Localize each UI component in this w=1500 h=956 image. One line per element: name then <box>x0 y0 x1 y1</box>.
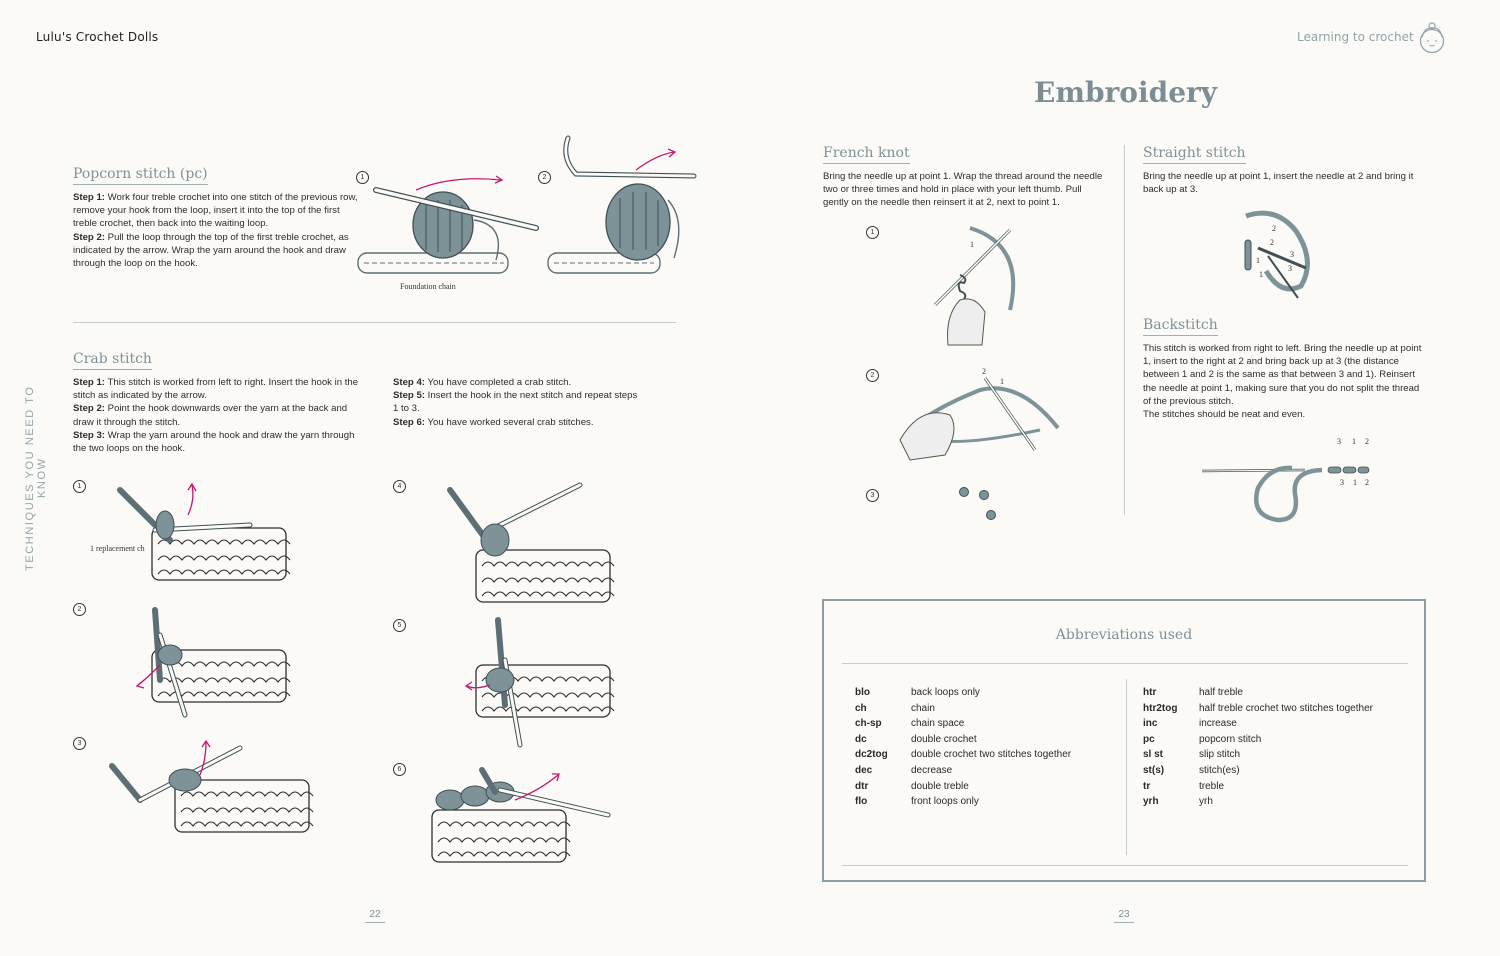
chapter-title: Learning to crochet <box>1297 30 1414 44</box>
abbreviation-code: pc <box>1143 733 1155 745</box>
popcorn-stitch-diagram <box>356 150 701 280</box>
crab-steps-col1 <box>73 376 363 455</box>
crab-diagram-2 <box>137 610 290 715</box>
abbreviation-code: yrh <box>1143 796 1159 808</box>
crab-step-text: Insert the hook in the next stitch and repeat steps 1 to 3. <box>393 390 638 415</box>
page-title: Embroidery <box>1034 76 1218 109</box>
abbreviations-rule-top <box>842 663 1408 664</box>
abbreviation-row <box>1143 779 1373 795</box>
backstitch-top-label: 3 <box>1337 437 1341 446</box>
abbreviation-desc: yrh <box>1199 796 1213 808</box>
crab-steps-col2 <box>393 376 643 429</box>
popcorn-diagram-1 <box>358 176 536 273</box>
crab-step-text: You have worked several crab stitches. <box>425 416 594 428</box>
crab-step-label: Step 3: <box>73 429 105 441</box>
crab-diagram-number: 2 <box>73 603 86 616</box>
abbreviation-row <box>855 701 1071 717</box>
abbreviation-desc: stitch(es) <box>1199 764 1240 776</box>
french-knot-point-label: 2 <box>982 367 986 376</box>
straight-point-label: 3 <box>1290 250 1294 259</box>
crab-diagram-3 <box>112 741 313 832</box>
crab-diagram-1 <box>120 484 290 580</box>
crab-diagram-number: 4 <box>393 480 406 493</box>
french-knot-point-label: 1 <box>1000 377 1004 386</box>
abbreviation-desc: double treble <box>911 780 969 792</box>
abbreviation-row <box>1143 747 1373 763</box>
abbreviation-row <box>855 685 1071 701</box>
abbreviations-box <box>822 599 1426 882</box>
popcorn-diagram-number: 2 <box>538 171 551 184</box>
backstitch-bottom-label: 2 <box>1365 478 1369 487</box>
popcorn-step2-label: Step 2: <box>73 231 105 243</box>
doll-face-icon <box>1417 22 1447 56</box>
abbreviation-row <box>855 763 1071 779</box>
abbreviation-row <box>1143 794 1373 810</box>
straight-stitch-text: Bring the needle up at point 1, insert the needle at 2 and bring it back up at 3. <box>1143 171 1414 196</box>
abbreviation-desc: half treble <box>1199 687 1243 698</box>
abbreviation-code: sl st <box>1143 749 1164 761</box>
abbreviation-desc: half treble crochet two stitches together <box>1199 702 1373 714</box>
popcorn-instructions <box>73 191 359 270</box>
abbreviation-code: blo <box>855 687 870 698</box>
abbreviations-right-list <box>1143 685 1373 810</box>
straight-stitch-diagram <box>1236 206 1326 306</box>
backstitch-text: This stitch is worked from right to left. Bring the needle up at point 1, insert to the right at 2 and bring back up at 3 (the distance between 1 and 2 is the same as that between 3 and 1). Reinsert the needle at point 1, making sure that you do not split the thread of the previous stitch. <box>1143 343 1422 407</box>
section-divider <box>73 322 676 323</box>
abbreviation-desc: slip stitch <box>1199 749 1241 761</box>
abbreviation-desc: chain space <box>911 718 965 730</box>
abbreviation-code: inc <box>1143 718 1158 730</box>
crab-stitch-heading: Crab stitch <box>73 351 152 370</box>
straight-point-label: 1 <box>1259 270 1263 279</box>
backstitch-top-label: 2 <box>1365 437 1369 446</box>
crab-step-text: This stitch is worked from left to right. Insert the hook in the stitch as indicated by the arrow. <box>73 377 359 402</box>
crab-step-text: You have completed a crab stitch. <box>425 377 572 388</box>
abbreviation-row <box>855 732 1071 748</box>
abbreviation-row <box>1143 685 1373 701</box>
abbreviation-row <box>1143 732 1373 748</box>
abbreviation-row <box>855 794 1071 810</box>
crab-diagram-5 <box>466 620 614 745</box>
abbreviation-desc: chain <box>911 702 935 714</box>
popcorn-step1-label: Step 1: <box>73 192 105 203</box>
abbreviation-row <box>855 779 1071 795</box>
abbreviation-code: htr2tog <box>1143 702 1178 714</box>
crab-diagram-4 <box>450 485 614 602</box>
crab-diagram-number: 5 <box>393 619 406 632</box>
abbreviation-desc: treble <box>1199 780 1225 792</box>
french-knot-diagram-number: 3 <box>866 489 879 502</box>
abbreviation-code: dc <box>855 733 867 745</box>
backstitch-diagram <box>1200 446 1375 532</box>
french-knot-text: Bring the needle up at point 1. Wrap the thread around the needle two or three times and hold in place with your left thumb. Pull gently on the needle then reinsert it at 2, next to point 1. <box>823 171 1103 209</box>
abbreviation-code: ch-sp <box>855 718 882 730</box>
french-knot-step-1 <box>935 228 1013 345</box>
abbreviation-code: st(s) <box>1143 764 1165 776</box>
popcorn-step1-text: Work four treble crochet into one stitch of the previous row, remove your hook from the loop, insert it into the top of the first treble crochet, then back into the waiting loop. <box>73 192 358 230</box>
abbreviation-desc: front loops only <box>911 796 979 808</box>
abbreviations-left-list <box>855 685 1071 810</box>
abbreviation-code: htr <box>1143 687 1157 698</box>
abbreviation-row <box>1143 763 1373 779</box>
crab-step-text: Point the hook downwards over the yarn at the back and draw it through the stitch. <box>73 403 348 428</box>
straight-point-label: 3 <box>1288 264 1292 273</box>
popcorn-stitch-heading: Popcorn stitch (pc) <box>73 166 208 185</box>
popcorn-diagram-number: 1 <box>356 171 369 184</box>
backstitch-heading: Backstitch <box>1143 317 1218 336</box>
page-number-left: 22 <box>365 909 385 923</box>
abbreviation-code: dtr <box>855 780 869 792</box>
popcorn-diagram-2 <box>548 138 694 273</box>
crab-diagram-number: 3 <box>73 737 86 750</box>
popcorn-step2-text: Pull the loop through the top of the first treble crochet, as indicated by the arrow. Wrap the yarn around the hook and draw through the loop on the hook. <box>73 231 349 270</box>
abbreviation-code: flo <box>855 796 868 808</box>
abbreviation-desc: increase <box>1199 718 1237 730</box>
straight-stitch-heading: Straight stitch <box>1143 145 1246 164</box>
abbreviation-desc: double crochet <box>911 733 977 745</box>
crab-stitch-diagrams <box>100 470 620 870</box>
abbreviations-rule-bottom <box>842 865 1408 866</box>
abbreviation-code: dec <box>855 764 873 776</box>
abbreviation-code: ch <box>855 702 867 714</box>
replacement-chain-label: 1 replacement ch <box>90 544 145 553</box>
crab-step-label: Step 5: <box>393 390 425 402</box>
french-knot-heading: French knot <box>823 145 910 164</box>
foundation-chain-label: Foundation chain <box>400 282 456 291</box>
crab-step-label: Step 4: <box>393 377 425 388</box>
page-number-right: 23 <box>1114 909 1134 923</box>
french-knot-diagram <box>890 220 1070 530</box>
abbreviations-title: Abbreviations used <box>1055 627 1193 643</box>
straight-point-label: 2 <box>1272 224 1276 233</box>
abbreviation-row <box>855 747 1071 763</box>
crab-step-label: Step 6: <box>393 416 425 428</box>
abbreviation-row <box>855 716 1071 732</box>
crab-diagram-6 <box>432 770 608 862</box>
abbreviation-desc: double crochet two stitches together <box>911 749 1072 761</box>
crab-step-text: Wrap the yarn around the hook and draw the yarn through the two loops on the hook. <box>73 429 355 455</box>
backstitch-instructions <box>1143 342 1426 421</box>
crab-step-label: Step 1: <box>73 377 105 388</box>
abbreviations-column-divider <box>1126 679 1127 855</box>
backstitch-bottom-label: 1 <box>1353 478 1357 487</box>
crab-diagram-number: 6 <box>393 763 406 776</box>
abbreviation-code: dc2tog <box>855 749 888 761</box>
french-knot-diagram-number: 2 <box>866 369 879 382</box>
abbreviation-desc: popcorn stitch <box>1199 733 1262 745</box>
backstitch-top-label: 1 <box>1352 437 1356 446</box>
french-knot-step-3 <box>960 488 996 520</box>
crab-diagram-number: 1 <box>73 480 86 493</box>
section-side-label: TECHNIQUES YOU NEED TO KNOW <box>24 385 48 571</box>
french-knot-point-label: 1 <box>970 240 974 249</box>
abbreviation-desc: decrease <box>911 764 953 776</box>
crab-step-label: Step 2: <box>73 403 105 415</box>
abbreviation-row <box>1143 716 1373 732</box>
abbreviation-code: tr <box>1143 780 1151 792</box>
french-knot-step-2 <box>900 378 1058 460</box>
backstitch-bottom-label: 3 <box>1340 478 1344 487</box>
straight-point-label: 1 <box>1256 256 1260 265</box>
backstitch-text-2: The stitches should be neat and even. <box>1143 409 1306 421</box>
book-title: Lulu's Crochet Dolls <box>36 30 159 44</box>
french-knot-diagram-number: 1 <box>866 226 879 239</box>
abbreviation-desc: back loops only <box>911 687 980 698</box>
column-divider <box>1124 145 1125 515</box>
straight-point-label: 2 <box>1270 238 1274 247</box>
abbreviation-row <box>1143 701 1373 717</box>
